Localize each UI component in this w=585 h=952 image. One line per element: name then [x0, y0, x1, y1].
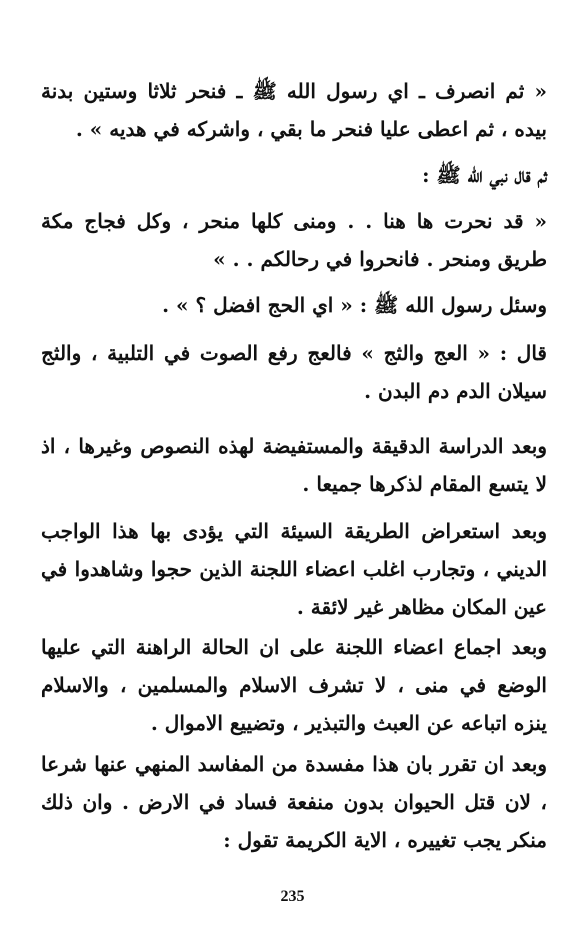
paragraph-4: وسئل رسول الله ﷺ : « اي الحج افضل ؟ » . — [162, 293, 547, 317]
paragraph-8: وبعد اجماع اعضاء اللجنة على ان الحالة الراهنة التي عليها الوضع في منى ، لا تشرف الاسلام والمسلمين ، والاسلام ينزه اتباعه عن العبث والتبذير ، وتضييع الاموال . — [41, 635, 547, 735]
paragraph-2: ثم قال نبي الله ﷺ : — [422, 163, 547, 187]
paragraph-5: قال : « العج والثج » فالعج رفع الصوت في التلبية ، والثج سيلان الدم دم البدن . — [41, 341, 547, 403]
paragraph-3: « قد نحرت ها هنا . . ومنى كلها منحر ، وكل فجاج مكة طريق ومنحر . فانحروا في رحالكم . . » — [41, 209, 547, 271]
paragraph-7: وبعد استعراض الطريقة السيئة التي يؤدى بها هذا الواجب الديني ، وتجارب اغلب اعضاء اللجنة الذين حجوا وشاهدوا في عين المكان مظاهر غير لائقة . — [41, 519, 547, 619]
paragraph-6: وبعد الدراسة الدقيقة والمستفيضة لهذه النصوص وغيرها ، اذ لا يتسع المقام لذكرها جميعا . — [41, 434, 547, 496]
paragraph-1: « ثم انصرف ـ اي رسول الله ﷺ ـ فنحر ثلاثا وستين بدنة بيده ، ثم اعطى عليا فنحر ما بقي ، واشركه في هديه » . — [41, 79, 547, 141]
page-number: 235 — [280, 888, 305, 905]
paragraph-9: وبعد ان تقرر بان هذا مفسدة من المفاسد المنهي عنها شرعا ، لان قتل الحيوان بدون منفعة فساد في الارض . وان ذلك منكر يجب تغييره ، الاية الكريمة تقول : — [41, 752, 547, 852]
